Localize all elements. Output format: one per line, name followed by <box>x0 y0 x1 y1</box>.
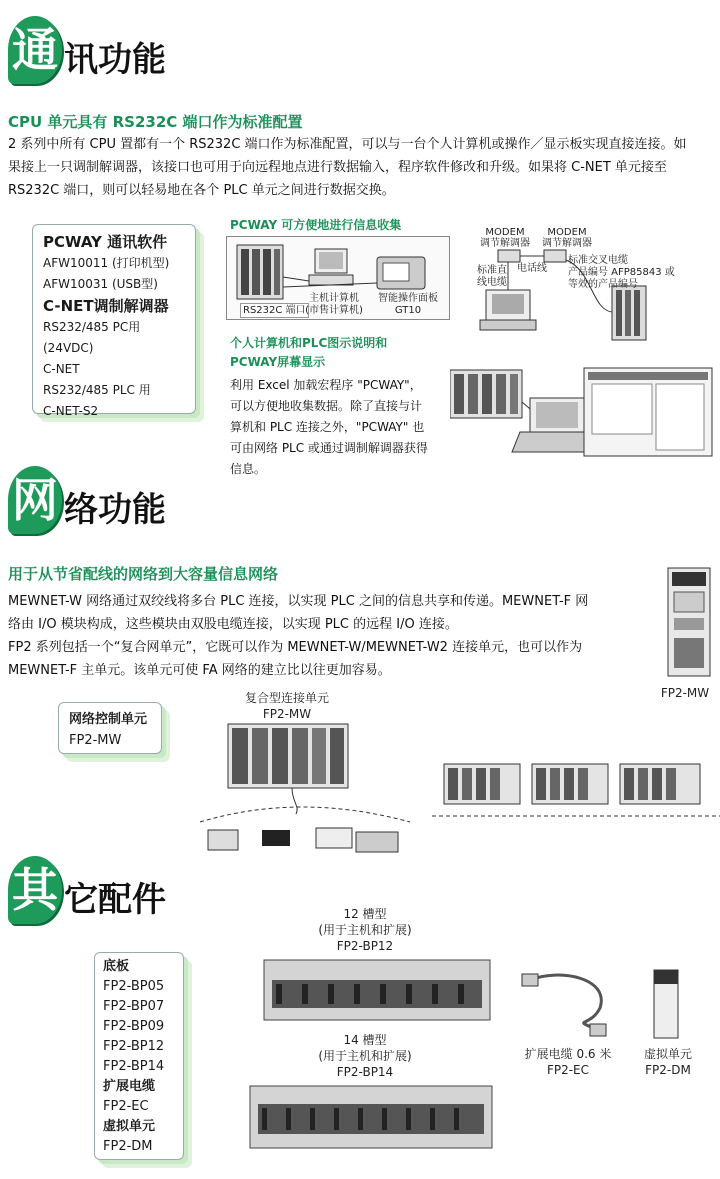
bp12-label-3: FP2-BP12 <box>336 939 394 953</box>
std-line-1: 标准直 <box>477 265 507 276</box>
dm-label-2: FP2-DM <box>645 1063 691 1077</box>
section-title-other: 它配件 <box>64 880 166 920</box>
ec-cable-image <box>520 968 612 1040</box>
fp2-mw-label: FP2-MW <box>660 686 710 700</box>
comm-heading: CPU 单元具有 RS232C 端口作为标准配置 <box>8 113 303 131</box>
cap-gt-1: 智能操作面板 <box>378 293 438 304</box>
bp14-label-2: (用于主机和扩展) <box>318 1049 412 1063</box>
section-badge-other: 其 <box>8 856 62 924</box>
pcway-sub-title-1: 个人计算机和PLC图示说明和 <box>230 336 388 350</box>
cross-2: 产品编号 AFP85843 或 <box>568 267 675 278</box>
card-line: AFW10031 (USB型) <box>43 277 158 291</box>
card-line: C-NET调制解调器 <box>43 297 169 315</box>
comm-para-1: 2 系列中所有 CPU 置都有一个 RS232C 端口作为标准配置，可以与一台个人计算机或操作／显示板实现直接连接。如 <box>8 137 687 152</box>
section-badge-comm: 通 <box>8 16 62 84</box>
pcway-desc-3: 算机和 PLC 连接之外，"PCWAY" 也 <box>230 420 425 434</box>
card-line: FP2-MW <box>69 733 122 748</box>
network-diagram <box>180 722 720 862</box>
bp12-art <box>262 956 492 1026</box>
composite-label-2: FP2-MW <box>262 707 312 721</box>
card-line: 网络控制单元 <box>69 712 148 727</box>
card-list-item: FP2-BP09 <box>103 1019 165 1034</box>
ec-label-1: 扩展电缆 0.6 米 <box>524 1047 612 1061</box>
pcway-sub-title-2: PCWAY屏幕显示 <box>230 355 326 369</box>
card-line: C-NET-S2 <box>43 404 99 418</box>
ec-label-2: FP2-EC <box>546 1063 590 1077</box>
dm-label-1: 虚拟单元 <box>643 1047 692 1061</box>
phone-line: 电话线 <box>517 263 547 274</box>
card-list-item: 扩展电缆 <box>103 1079 156 1094</box>
net-para-1: MEWNET-W 网络通过双绞线将多台 PLC 连接，以实现 PLC 之间的信息共享和传递。MEWNET-F 网 <box>8 594 589 609</box>
cap-rs232: RS232C 端口 <box>240 303 309 318</box>
cap-pc-1: 主机计算机 <box>309 293 359 304</box>
card-list-item: FP2-BP12 <box>103 1039 165 1054</box>
card-list-item: FP2-EC <box>103 1099 149 1114</box>
card-list-item: FP2-BP07 <box>103 999 165 1014</box>
card-line: PCWAY 通讯软件 <box>43 233 168 251</box>
composite-label-1: 复合型连接单元 <box>244 691 329 705</box>
modem1-a: MODEM <box>485 227 525 238</box>
card-list-item: 虚拟单元 <box>103 1119 156 1134</box>
cross-3: 等效的产品编号 <box>568 279 638 290</box>
net-product-card <box>58 702 162 754</box>
card-line: AFW10011 (打印机型) <box>43 256 170 270</box>
pc-plc-image <box>450 366 714 458</box>
card-line: RS232/485 PLC 用 <box>43 383 151 397</box>
ec-cable-art <box>520 968 612 1040</box>
card-list-item: FP2-DM <box>103 1139 153 1154</box>
cap-pc-2: (市售计算机) <box>305 305 363 316</box>
bp14-image <box>248 1082 494 1154</box>
bp14-label-1: 14 槽型 <box>343 1033 387 1047</box>
pc-plc-art <box>450 366 714 458</box>
pcway-desc-1: 利用 Excel 加载宏程序 "PCWAY"， <box>230 378 422 392</box>
bp14-art <box>248 1082 494 1154</box>
pcway-desc-4: 可由网络 PLC 或通过调制解调器获得 <box>230 441 428 455</box>
card-list-item: FP2-BP14 <box>103 1059 165 1074</box>
other-product-card <box>94 952 184 1160</box>
std-line-2: 线电缆 <box>477 277 507 288</box>
net-para-3: FP2 系列包括一个“复合网单元”，它既可以作为 MEWNET-W/MEWNET-W2 连接单元，也可以作为 <box>8 640 583 655</box>
cross-1: 标准交叉电缆 <box>568 255 628 266</box>
modem1-b: 调节解调器 <box>480 238 530 249</box>
card-line: C-NET <box>43 362 80 376</box>
section-title-net: 络功能 <box>64 490 166 530</box>
net-heading: 用于从节省配线的网络到大容量信息网络 <box>8 565 279 583</box>
card-list-item: FP2-BP05 <box>103 979 165 994</box>
section-badge-net: 网 <box>8 466 62 534</box>
modem2-b: 调节解调器 <box>542 238 592 249</box>
section-title-comm: 讯功能 <box>64 40 166 80</box>
card-list-item: 底板 <box>103 959 130 974</box>
pcway-desc-2: 可以方便地收集数据。除了直接与计 <box>230 399 423 413</box>
bp12-label-2: (用于主机和扩展) <box>318 923 412 937</box>
bp12-label-1: 12 槽型 <box>343 907 387 921</box>
modem2-a: MODEM <box>547 227 587 238</box>
fp2-mw-art <box>666 566 712 678</box>
dm-unit-image <box>652 968 680 1040</box>
net-para-2: 络由 I/O 模块构成，这些模块由双股电缆连接，以实现 PLC 的远程 I/O 连接。 <box>8 617 458 632</box>
dm-unit-art <box>652 968 680 1040</box>
card-line: RS232/485 PC用(24VDC) <box>43 320 141 355</box>
comm-product-card <box>32 224 196 418</box>
bp12-image <box>262 956 492 1026</box>
pcway-desc-5: 信息。 <box>230 462 267 476</box>
bp14-label-3: FP2-BP14 <box>336 1065 394 1079</box>
comm-para-2: 果接上一只调制解调器，该接口也可用于向远程地点进行数据输入，程序软件修改和升级。如果将 C-NET 单元接至 <box>8 160 667 175</box>
net-para-4: MEWNET-F 主单元。该单元可使 FA 网络的建立比以往更加容易。 <box>8 663 391 678</box>
cap-gt-2: GT10 <box>394 305 422 316</box>
comm-para-3: RS232C 端口，则可以轻易地在各个 PLC 单元之间进行数据交换。 <box>8 183 395 198</box>
network-diagram-art <box>180 722 720 862</box>
fp2-mw-image <box>666 566 712 678</box>
pcway-title: PCWAY 可方便地进行信息收集 <box>230 218 402 232</box>
